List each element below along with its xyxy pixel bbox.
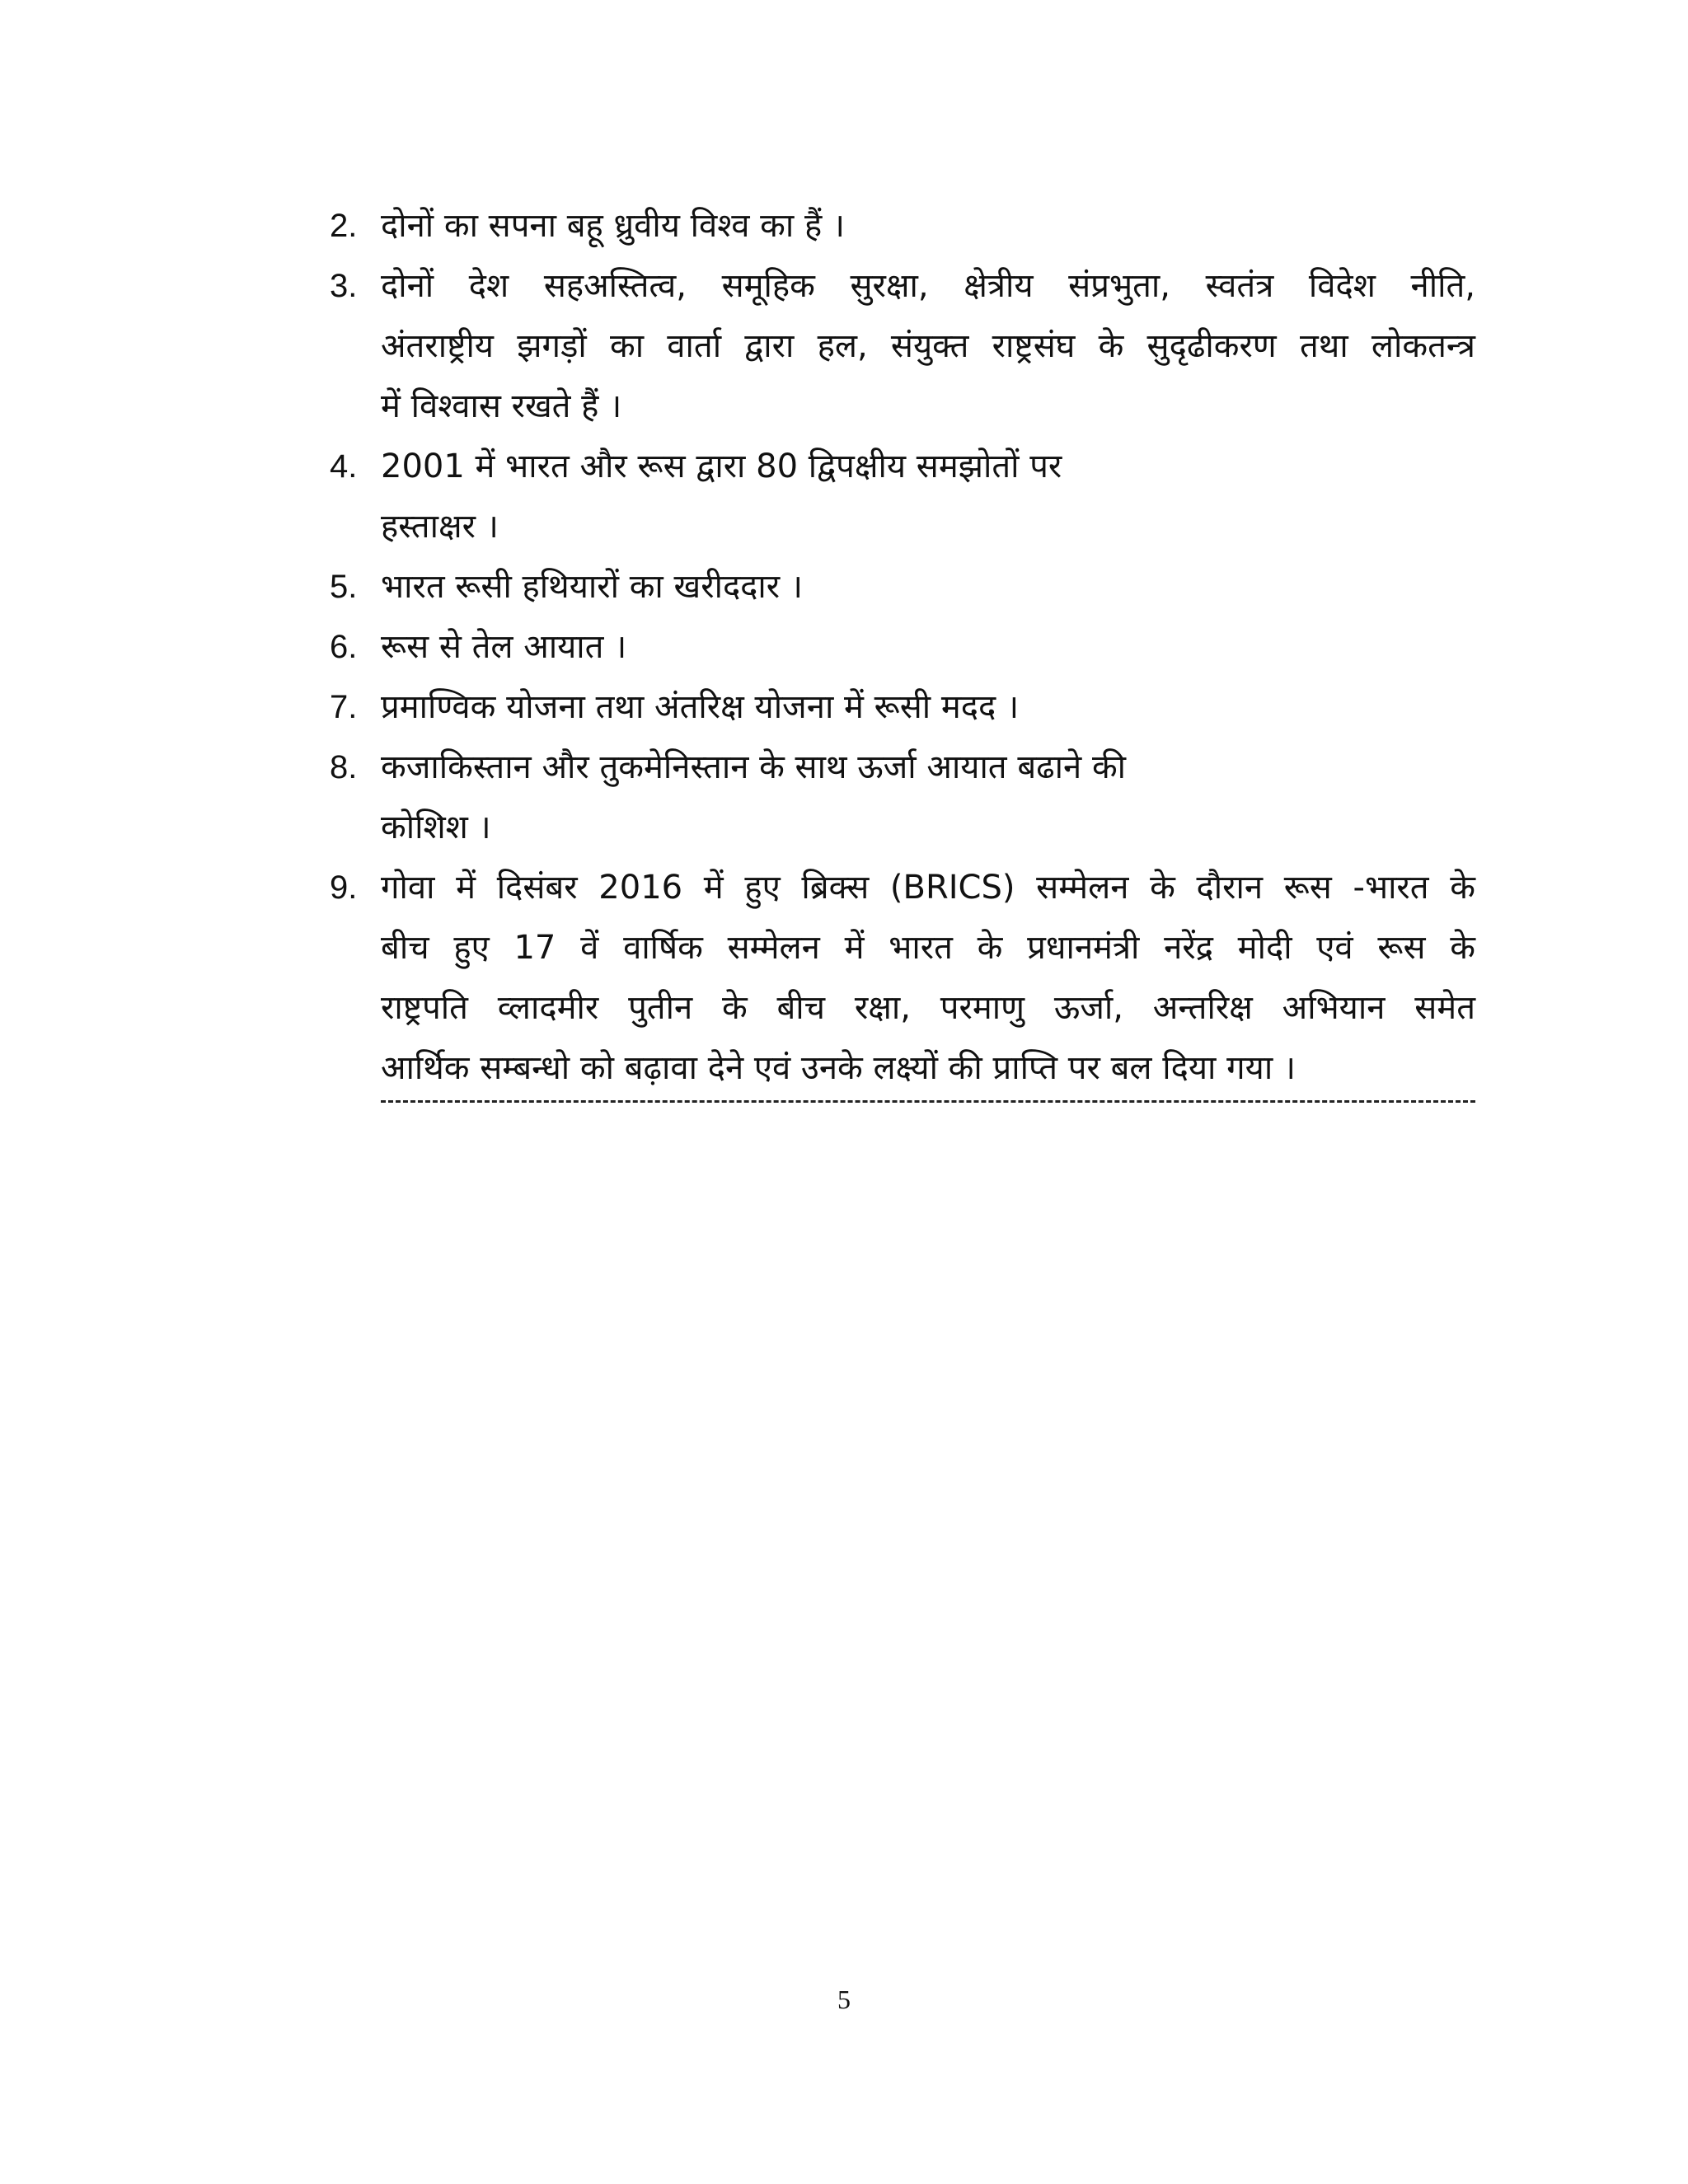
list-number: 7. — [330, 689, 358, 725]
list-number: 3. — [330, 268, 358, 304]
list-number: 5. — [330, 569, 358, 605]
list-line: प्रमाण्विक योजना तथा अंतरिक्ष योजना में रूसी मदद । — [381, 688, 1020, 726]
list-number: 9. — [330, 869, 358, 906]
list-line: दोनों देश सहअस्तित्व, समूहिक सुरक्षा, क्षेत्रीय संप्रभुता, स्वतंत्र विदेश नीति, — [381, 267, 1475, 305]
list-item-4 — [330, 437, 1475, 557]
list-item-5 — [330, 557, 1475, 617]
list-line: भारत रूसी हथियारों का खरीददार । — [381, 568, 804, 606]
list-line: कोशिश । — [381, 808, 491, 846]
dashed-divider — [381, 1100, 1475, 1103]
page-number: 5 — [837, 1985, 851, 2014]
list-item-2 — [330, 196, 1475, 256]
list-item-9 — [330, 858, 1475, 1099]
list-line: दोनों का सपना बहू ध्रुवीय विश्व का हैं । — [381, 207, 846, 245]
list-line: में विश्वास रखते हैं । — [381, 387, 622, 425]
list-line: 2001 में भारत और रूस द्वारा 80 द्विपक्षीय समझोतों पर — [381, 448, 1062, 485]
list-item-7 — [330, 677, 1475, 738]
list-line: गोवा में दिसंबर 2016 में हुए ब्रिक्स (BRICS) सम्मेलन के दौरान रूस -भारत के — [381, 869, 1475, 907]
numbered-list — [330, 196, 1475, 1099]
list-line: आर्थिक सम्बन्धो को बढ़ावा देने एवं उनके लक्ष्यों की प्राप्ति पर बल दिया गया । — [381, 1049, 1296, 1087]
list-line: हस्ताक्षर । — [381, 508, 499, 546]
list-item-6 — [330, 617, 1475, 677]
list-line: रूस से तेल आयात । — [381, 628, 627, 666]
list-line: अंतराष्ट्रीय झगड़ों का वार्ता द्वारा हल, संयुक्त राष्ट्रसंघ के सुदृढीकरण तथा लोकतन्त्र — [381, 327, 1475, 365]
list-line: राष्ट्रपति व्लादमीर पुतीन के बीच रक्षा, परमाणु ऊर्जा, अन्तरिक्ष अभियान समेत — [381, 989, 1475, 1027]
list-number: 2. — [330, 208, 358, 244]
list-line: कजाकिस्तान और तुकमेनिस्तान के साथ ऊर्जा आयात बढाने की — [381, 748, 1127, 786]
list-number: 4. — [330, 448, 358, 485]
list-line: बीच हुए 17 वें वार्षिक सम्मेलन में भारत के प्रधानमंत्री नरेंद्र मोदी एवं रूस के — [381, 929, 1475, 967]
list-number: 8. — [330, 749, 358, 785]
list-item-3 — [330, 256, 1475, 437]
list-number: 6. — [330, 629, 358, 665]
list-item-8 — [330, 738, 1475, 858]
